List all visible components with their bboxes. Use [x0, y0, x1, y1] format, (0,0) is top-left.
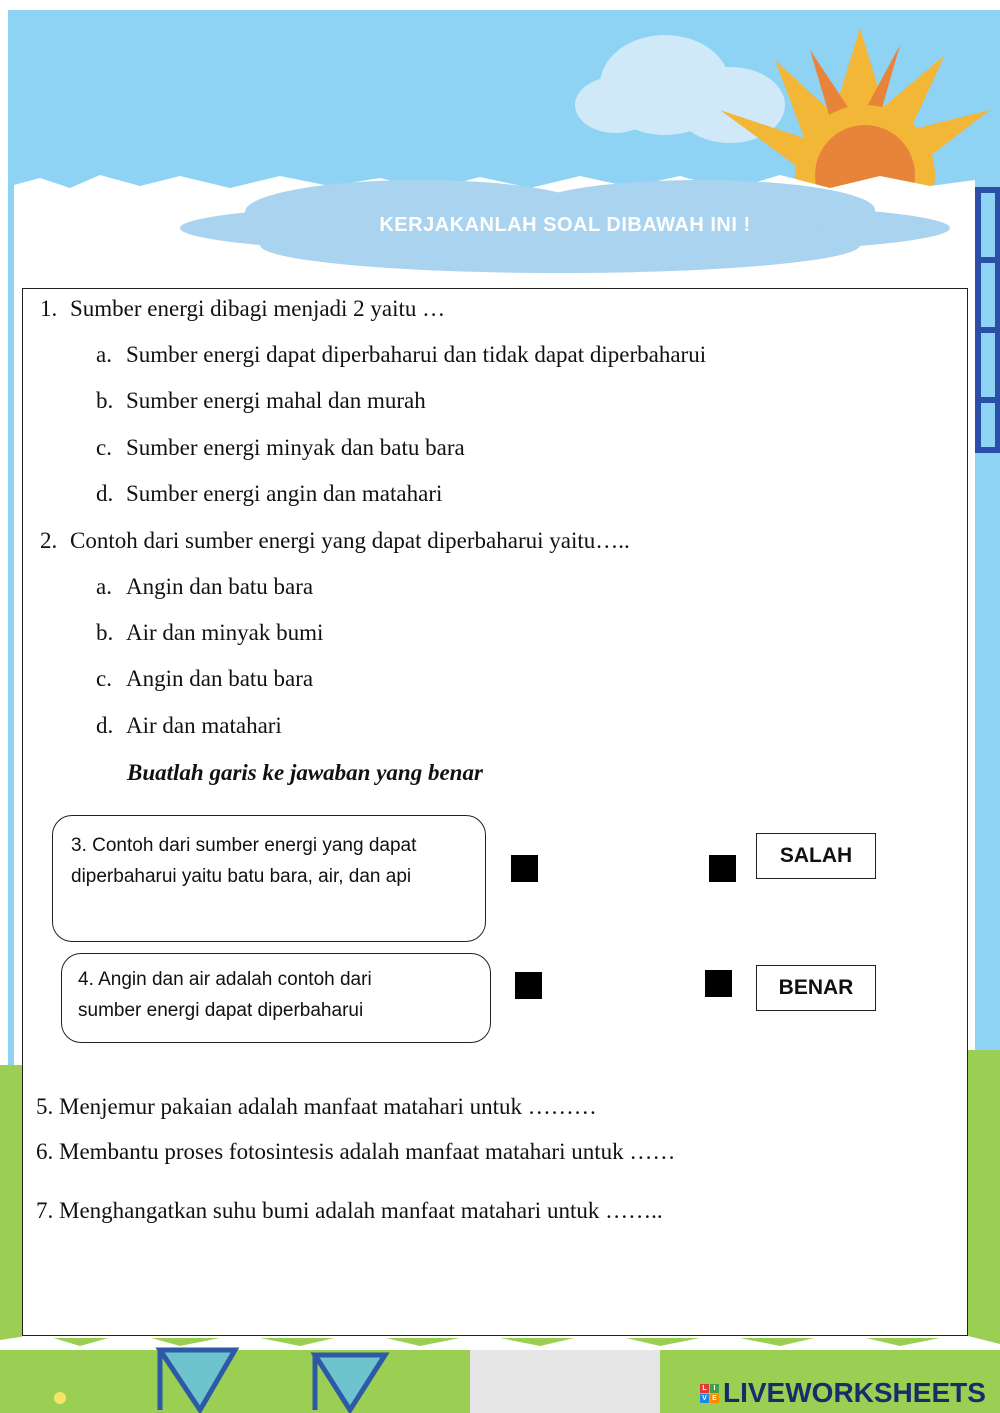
answer-benar: BENAR [756, 965, 876, 1011]
statement-line: 3. Contoh dari sumber energi yang dapat [71, 835, 417, 856]
q1-option-a[interactable] [96, 342, 706, 368]
logo-letter: I [710, 1384, 719, 1393]
option-letter: a. [96, 574, 112, 599]
join-point-answer-benar[interactable] [705, 970, 732, 997]
question-number: 1. [40, 296, 58, 321]
page-title: KERJAKANLAH SOAL DIBAWAH INI ! [379, 213, 751, 236]
logo-letter: L [700, 1384, 709, 1393]
option-letter: a. [96, 342, 112, 367]
question-6[interactable]: 6. Membantu proses fotosintesis adalah manfaat matahari untuk …… [36, 1139, 676, 1164]
question-number: 2. [40, 528, 58, 553]
logo-text: LIVEWORKSHEETS [723, 1377, 986, 1408]
join-point-statement-3[interactable] [511, 855, 538, 882]
matching-instruction: Buatlah garis ke jawaban yang benar [127, 760, 483, 785]
option-text: Air dan minyak bumi [126, 620, 324, 645]
statement-line: 4. Angin dan air adalah contoh dari [78, 969, 372, 990]
logo-mark-icon [700, 1384, 719, 1403]
question-1 [40, 296, 445, 322]
option-text: Air dan matahari [126, 713, 282, 738]
question-7[interactable]: 7. Menghangatkan suhu bumi adalah manfaat matahari untuk …….. [36, 1198, 663, 1223]
q1-option-b[interactable] [96, 388, 426, 414]
q2-option-b[interactable] [96, 620, 323, 646]
question-2 [40, 528, 630, 554]
q2-option-d[interactable] [96, 713, 282, 739]
logo-letter: E [710, 1394, 719, 1403]
logo-letter: V [700, 1394, 709, 1403]
option-text: Sumber energi minyak dan batu bara [126, 435, 465, 460]
q1-option-c[interactable] [96, 435, 465, 461]
option-letter: c. [96, 435, 112, 460]
statement-line: sumber energi dapat diperbaharui [78, 1000, 364, 1021]
q2-option-a[interactable] [96, 574, 313, 600]
option-text: Angin dan batu bara [126, 574, 314, 599]
option-letter: b. [96, 620, 114, 645]
option-letter: c. [96, 666, 112, 691]
question-5[interactable]: 5. Menjemur pakaian adalah manfaat matahari untuk ……… [36, 1094, 597, 1119]
option-letter: d. [96, 481, 114, 506]
liveworksheets-logo [700, 1376, 986, 1410]
q2-option-c[interactable] [96, 666, 313, 692]
option-text: Angin dan batu bara [126, 666, 314, 691]
question-text: Sumber energi dibagi menjadi 2 yaitu … [70, 296, 446, 321]
statement-line: diperbaharui yaitu batu bara, air, dan api [71, 866, 412, 887]
answer-salah: SALAH [756, 833, 876, 879]
statement-4 [61, 953, 491, 1043]
join-point-statement-4[interactable] [515, 972, 542, 999]
option-text: Sumber energi mahal dan murah [126, 388, 426, 413]
option-text: Sumber energi dapat diperbaharui dan tidak dapat diperbaharui [126, 342, 707, 367]
question-text: Contoh dari sumber energi yang dapat diperbaharui yaitu….. [70, 528, 630, 553]
option-letter: b. [96, 388, 114, 413]
join-point-answer-salah[interactable] [709, 855, 736, 882]
q1-option-d[interactable] [96, 481, 442, 507]
statement-3 [52, 815, 486, 942]
option-text: Sumber energi angin dan matahari [126, 481, 443, 506]
option-letter: d. [96, 713, 114, 738]
